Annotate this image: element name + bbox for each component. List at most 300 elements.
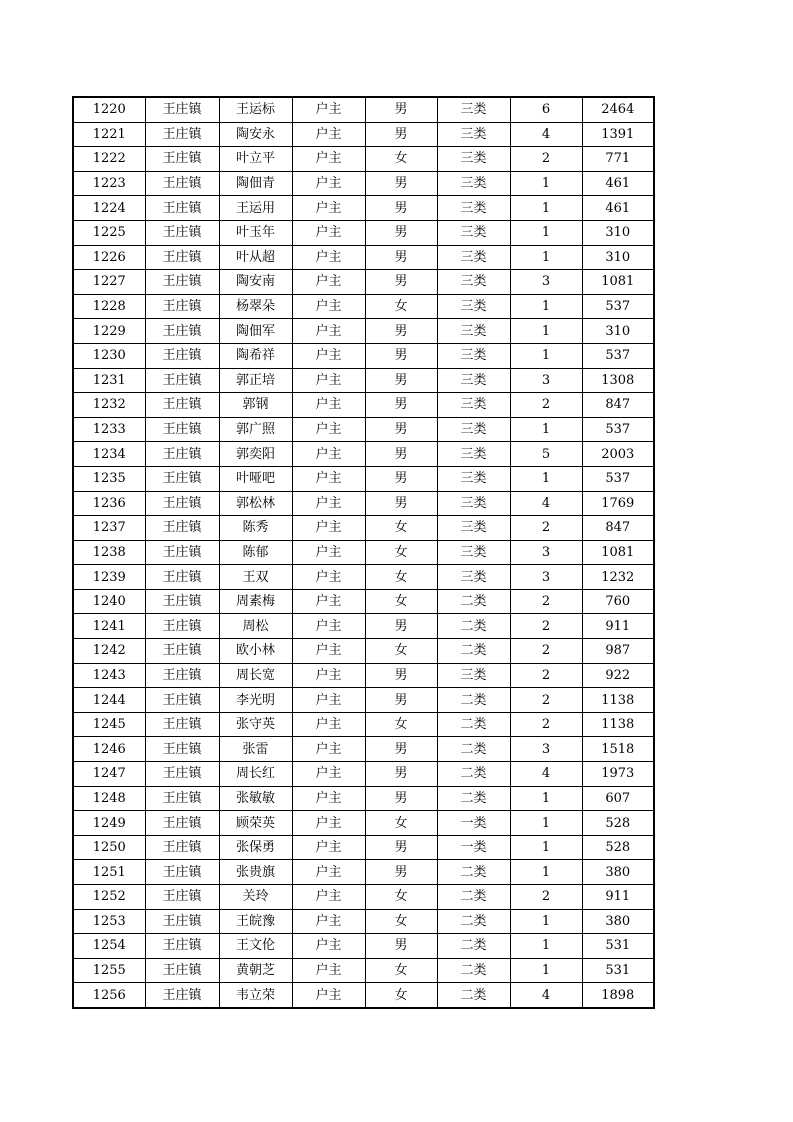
row-number-cell: 1250 [73,835,145,860]
row-number-cell: 1247 [73,762,145,787]
relation-cell: 户主 [292,786,365,811]
category-cell: 三类 [437,417,510,442]
category-cell: 二类 [437,639,510,664]
row-number-cell: 1225 [73,220,145,245]
town-cell: 王庄镇 [145,958,219,983]
category-cell: 二类 [437,860,510,885]
name-cell: 张贵旗 [219,860,292,885]
household-size-cell: 1 [510,319,582,344]
category-cell: 一类 [437,835,510,860]
gender-cell: 女 [365,516,437,541]
gender-cell: 女 [365,565,437,590]
row-number-cell: 1239 [73,565,145,590]
name-cell: 张保勇 [219,835,292,860]
category-cell: 二类 [437,737,510,762]
town-cell: 王庄镇 [145,885,219,910]
row-number-cell: 1242 [73,639,145,664]
name-cell: 黄朝芝 [219,958,292,983]
amount-cell: 1308 [582,368,654,393]
amount-cell: 911 [582,614,654,639]
amount-cell: 911 [582,885,654,910]
category-cell: 三类 [437,196,510,221]
table-row [73,860,654,885]
amount-cell: 380 [582,860,654,885]
gender-cell: 男 [365,934,437,959]
gender-cell: 女 [365,958,437,983]
table-row [73,737,654,762]
table-row [73,393,654,418]
household-size-cell: 3 [510,737,582,762]
name-cell: 张守英 [219,712,292,737]
row-number-cell: 1229 [73,319,145,344]
gender-cell: 男 [365,220,437,245]
town-cell: 王庄镇 [145,319,219,344]
town-cell: 王庄镇 [145,614,219,639]
gender-cell: 女 [365,712,437,737]
relation-cell: 户主 [292,220,365,245]
table-row [73,909,654,934]
town-cell: 王庄镇 [145,540,219,565]
category-cell: 三类 [437,122,510,147]
row-number-cell: 1249 [73,811,145,836]
category-cell: 三类 [437,466,510,491]
household-size-cell: 1 [510,220,582,245]
household-size-cell: 3 [510,540,582,565]
town-cell: 王庄镇 [145,97,219,122]
amount-cell: 310 [582,245,654,270]
category-cell: 二类 [437,983,510,1008]
town-cell: 王庄镇 [145,270,219,295]
category-cell: 二类 [437,589,510,614]
town-cell: 王庄镇 [145,909,219,934]
category-cell: 一类 [437,811,510,836]
relation-cell: 户主 [292,712,365,737]
category-cell: 三类 [437,393,510,418]
name-cell: 欧小林 [219,639,292,664]
table-row [73,147,654,172]
name-cell: 郭钢 [219,393,292,418]
row-number-cell: 1256 [73,983,145,1008]
town-cell: 王庄镇 [145,147,219,172]
relation-cell: 户主 [292,983,365,1008]
relation-cell: 户主 [292,688,365,713]
name-cell: 陶佃军 [219,319,292,344]
town-cell: 王庄镇 [145,811,219,836]
household-size-cell: 1 [510,171,582,196]
household-size-cell: 4 [510,122,582,147]
household-size-cell: 4 [510,983,582,1008]
row-number-cell: 1227 [73,270,145,295]
household-size-cell: 3 [510,565,582,590]
table-row [73,196,654,221]
town-cell: 王庄镇 [145,860,219,885]
household-size-cell: 1 [510,343,582,368]
category-cell: 三类 [437,270,510,295]
gender-cell: 女 [365,589,437,614]
relation-cell: 户主 [292,811,365,836]
name-cell: 郭正培 [219,368,292,393]
relation-cell: 户主 [292,958,365,983]
row-number-cell: 1253 [73,909,145,934]
table-row [73,885,654,910]
town-cell: 王庄镇 [145,343,219,368]
data-sheet [72,96,655,1009]
table-row [73,343,654,368]
row-number-cell: 1246 [73,737,145,762]
row-number-cell: 1222 [73,147,145,172]
row-number-cell: 1251 [73,860,145,885]
table-row [73,270,654,295]
town-cell: 王庄镇 [145,442,219,467]
household-size-cell: 2 [510,639,582,664]
gender-cell: 男 [365,737,437,762]
amount-cell: 2003 [582,442,654,467]
name-cell: 王双 [219,565,292,590]
name-cell: 王运标 [219,97,292,122]
town-cell: 王庄镇 [145,122,219,147]
category-cell: 三类 [437,540,510,565]
amount-cell: 528 [582,835,654,860]
household-size-cell: 2 [510,516,582,541]
table-row [73,245,654,270]
category-cell: 二类 [437,958,510,983]
category-cell: 三类 [437,491,510,516]
household-size-cell: 2 [510,663,582,688]
table-row [73,122,654,147]
relation-cell: 户主 [292,393,365,418]
relation-cell: 户主 [292,417,365,442]
gender-cell: 男 [365,786,437,811]
relation-cell: 户主 [292,762,365,787]
amount-cell: 1081 [582,540,654,565]
town-cell: 王庄镇 [145,835,219,860]
town-cell: 王庄镇 [145,491,219,516]
row-number-cell: 1243 [73,663,145,688]
relation-cell: 户主 [292,540,365,565]
category-cell: 三类 [437,147,510,172]
row-number-cell: 1236 [73,491,145,516]
name-cell: 陈秀 [219,516,292,541]
gender-cell: 男 [365,368,437,393]
table-body [73,97,654,1008]
household-size-cell: 1 [510,466,582,491]
name-cell: 顾荣英 [219,811,292,836]
town-cell: 王庄镇 [145,393,219,418]
name-cell: 周长宽 [219,663,292,688]
row-number-cell: 1240 [73,589,145,614]
town-cell: 王庄镇 [145,688,219,713]
gender-cell: 女 [365,811,437,836]
amount-cell: 1518 [582,737,654,762]
table-row [73,639,654,664]
household-size-cell: 1 [510,835,582,860]
category-cell: 三类 [437,319,510,344]
amount-cell: 1138 [582,712,654,737]
amount-cell: 461 [582,196,654,221]
town-cell: 王庄镇 [145,417,219,442]
table-row [73,97,654,122]
row-number-cell: 1231 [73,368,145,393]
table-row [73,540,654,565]
row-number-cell: 1252 [73,885,145,910]
household-size-cell: 1 [510,934,582,959]
relation-cell: 户主 [292,466,365,491]
amount-cell: 531 [582,958,654,983]
category-cell: 二类 [437,786,510,811]
gender-cell: 女 [365,909,437,934]
name-cell: 郭松林 [219,491,292,516]
amount-cell: 1081 [582,270,654,295]
row-number-cell: 1237 [73,516,145,541]
amount-cell: 771 [582,147,654,172]
category-cell: 三类 [437,442,510,467]
household-size-cell: 6 [510,97,582,122]
gender-cell: 男 [365,319,437,344]
amount-cell: 1391 [582,122,654,147]
name-cell: 周素梅 [219,589,292,614]
relation-cell: 户主 [292,343,365,368]
amount-cell: 760 [582,589,654,614]
gender-cell: 男 [365,663,437,688]
row-number-cell: 1224 [73,196,145,221]
relation-cell: 户主 [292,614,365,639]
category-cell: 三类 [437,245,510,270]
row-number-cell: 1223 [73,171,145,196]
relation-cell: 户主 [292,737,365,762]
category-cell: 二类 [437,614,510,639]
relation-cell: 户主 [292,245,365,270]
household-size-cell: 1 [510,958,582,983]
category-cell: 二类 [437,762,510,787]
relation-cell: 户主 [292,885,365,910]
household-size-cell: 2 [510,688,582,713]
row-number-cell: 1234 [73,442,145,467]
town-cell: 王庄镇 [145,196,219,221]
row-number-cell: 1235 [73,466,145,491]
gender-cell: 男 [365,466,437,491]
relation-cell: 户主 [292,639,365,664]
gender-cell: 男 [365,835,437,860]
town-cell: 王庄镇 [145,589,219,614]
name-cell: 叶立平 [219,147,292,172]
table-row [73,835,654,860]
amount-cell: 2464 [582,97,654,122]
name-cell: 韦立荣 [219,983,292,1008]
gender-cell: 男 [365,442,437,467]
name-cell: 张雷 [219,737,292,762]
gender-cell: 男 [365,97,437,122]
town-cell: 王庄镇 [145,786,219,811]
table-row [73,319,654,344]
row-number-cell: 1254 [73,934,145,959]
name-cell: 周长红 [219,762,292,787]
household-size-cell: 2 [510,589,582,614]
name-cell: 陶安永 [219,122,292,147]
amount-cell: 531 [582,934,654,959]
relation-cell: 户主 [292,270,365,295]
name-cell: 张敏敏 [219,786,292,811]
name-cell: 陶安南 [219,270,292,295]
town-cell: 王庄镇 [145,663,219,688]
table-row [73,811,654,836]
gender-cell: 女 [365,639,437,664]
row-number-cell: 1255 [73,958,145,983]
household-size-cell: 2 [510,393,582,418]
gender-cell: 女 [365,147,437,172]
name-cell: 杨翠朵 [219,294,292,319]
household-size-cell: 2 [510,712,582,737]
category-cell: 三类 [437,516,510,541]
household-size-cell: 2 [510,885,582,910]
gender-cell: 男 [365,270,437,295]
town-cell: 王庄镇 [145,466,219,491]
name-cell: 叶从超 [219,245,292,270]
name-cell: 王皖豫 [219,909,292,934]
gender-cell: 女 [365,294,437,319]
category-cell: 二类 [437,712,510,737]
table-row [73,983,654,1008]
town-cell: 王庄镇 [145,294,219,319]
row-number-cell: 1228 [73,294,145,319]
gender-cell: 男 [365,171,437,196]
table-row [73,712,654,737]
relation-cell: 户主 [292,663,365,688]
table-row [73,934,654,959]
name-cell: 郭奕阳 [219,442,292,467]
category-cell: 二类 [437,885,510,910]
relation-cell: 户主 [292,294,365,319]
town-cell: 王庄镇 [145,737,219,762]
name-cell: 叶哑吧 [219,466,292,491]
amount-cell: 528 [582,811,654,836]
amount-cell: 1898 [582,983,654,1008]
town-cell: 王庄镇 [145,712,219,737]
town-cell: 王庄镇 [145,565,219,590]
amount-cell: 847 [582,393,654,418]
category-cell: 三类 [437,220,510,245]
table-row [73,294,654,319]
table-row [73,688,654,713]
category-cell: 三类 [437,97,510,122]
table-row [73,565,654,590]
amount-cell: 922 [582,663,654,688]
town-cell: 王庄镇 [145,368,219,393]
name-cell: 周松 [219,614,292,639]
amount-cell: 987 [582,639,654,664]
amount-cell: 310 [582,319,654,344]
gender-cell: 男 [365,393,437,418]
town-cell: 王庄镇 [145,220,219,245]
amount-cell: 537 [582,294,654,319]
town-cell: 王庄镇 [145,639,219,664]
row-number-cell: 1226 [73,245,145,270]
category-cell: 二类 [437,688,510,713]
relation-cell: 户主 [292,196,365,221]
household-size-cell: 2 [510,147,582,172]
gender-cell: 男 [365,343,437,368]
name-cell: 郭广照 [219,417,292,442]
category-cell: 二类 [437,934,510,959]
table-row [73,958,654,983]
table-row [73,368,654,393]
amount-cell: 1232 [582,565,654,590]
relation-cell: 户主 [292,589,365,614]
relation-cell: 户主 [292,934,365,959]
town-cell: 王庄镇 [145,934,219,959]
row-number-cell: 1241 [73,614,145,639]
name-cell: 王运用 [219,196,292,221]
household-size-cell: 3 [510,270,582,295]
relation-cell: 户主 [292,122,365,147]
table-row [73,220,654,245]
category-cell: 三类 [437,663,510,688]
gender-cell: 男 [365,245,437,270]
name-cell: 叶玉年 [219,220,292,245]
gender-cell: 男 [365,196,437,221]
amount-cell: 537 [582,343,654,368]
relation-cell: 户主 [292,909,365,934]
row-number-cell: 1221 [73,122,145,147]
category-cell: 二类 [437,909,510,934]
amount-cell: 537 [582,417,654,442]
town-cell: 王庄镇 [145,983,219,1008]
table-row [73,589,654,614]
amount-cell: 1973 [582,762,654,787]
household-size-cell: 1 [510,860,582,885]
household-size-cell: 2 [510,614,582,639]
table-row [73,762,654,787]
relation-cell: 户主 [292,860,365,885]
town-cell: 王庄镇 [145,516,219,541]
household-size-cell: 1 [510,786,582,811]
relation-cell: 户主 [292,835,365,860]
table-row [73,663,654,688]
gender-cell: 女 [365,885,437,910]
table-row [73,466,654,491]
name-cell: 陈郁 [219,540,292,565]
household-size-cell: 4 [510,762,582,787]
name-cell: 陶希祥 [219,343,292,368]
household-size-cell: 1 [510,245,582,270]
name-cell: 关玲 [219,885,292,910]
relation-cell: 户主 [292,368,365,393]
gender-cell: 男 [365,491,437,516]
gender-cell: 男 [365,762,437,787]
household-size-cell: 5 [510,442,582,467]
household-size-cell: 4 [510,491,582,516]
amount-cell: 461 [582,171,654,196]
row-number-cell: 1244 [73,688,145,713]
relation-cell: 户主 [292,147,365,172]
household-size-cell: 1 [510,811,582,836]
gender-cell: 男 [365,614,437,639]
amount-cell: 607 [582,786,654,811]
row-number-cell: 1232 [73,393,145,418]
amount-cell: 1138 [582,688,654,713]
household-size-cell: 3 [510,368,582,393]
row-number-cell: 1220 [73,97,145,122]
row-number-cell: 1238 [73,540,145,565]
roster-table [72,96,655,1009]
table-row [73,516,654,541]
household-size-cell: 1 [510,909,582,934]
table-row [73,491,654,516]
table-row [73,614,654,639]
relation-cell: 户主 [292,442,365,467]
category-cell: 三类 [437,565,510,590]
gender-cell: 男 [365,860,437,885]
table-row [73,786,654,811]
